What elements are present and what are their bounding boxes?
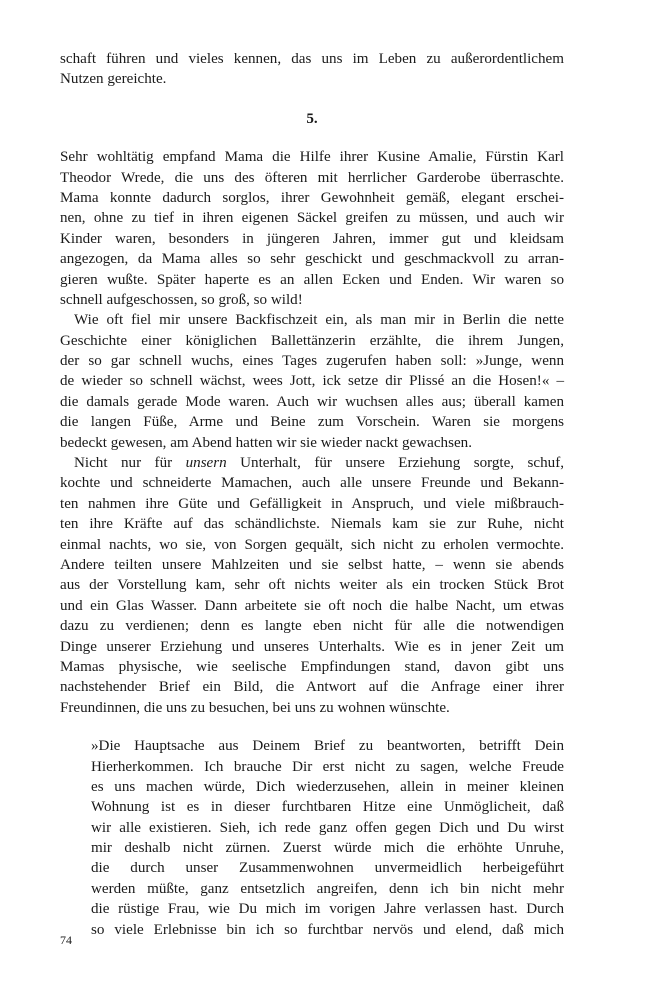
book-page [60, 49, 564, 940]
text-line: gieren wußte. Später haperte es an allen Ecken und Enden. Wir waren so [60, 271, 564, 288]
text-line: einmal nachts, wo sie, von Sorgen gequält, sich nicht zu erholen vermochte. [60, 536, 564, 553]
text-line: und ein Glas Wasser. Dann arbeitete sie oft noch die halbe Nacht, um etwas [60, 597, 564, 614]
paragraph-3 [60, 453, 564, 718]
text-line: Mama konnte dadurch sorglos, ihrer Gewohnheit gemäß, elegant erschei- [60, 189, 564, 206]
text-line: nen, ohne zu tief in ihren eigenen Säckel greifen zu müssen, und auch wir [60, 210, 564, 227]
text-line: dazu zu verdienen; denn es langte eben nicht für alle die notwendigen [60, 618, 564, 635]
text-line: die rüstige Frau, wie Du mich im vorigen Jahre verlassen hast. Durch [91, 901, 564, 918]
text-line: aus der Vorstellung kam, sehr oft nichts weiter als ein trocken Stück Brot [60, 577, 564, 594]
text-line: Freundinnen, die uns zu besuchen, bei uns zu wohnen wünschte. [60, 699, 450, 716]
text-line: Andere teilten unsere Mahlzeiten und sie selbst hatte, – wenn sie abends [60, 556, 564, 573]
text-line: Dinge unserer Erziehung und unseres Unterhalts. Wie es in jener Zeit um [60, 638, 564, 655]
text-line: de wieder so schnell wächst, wees Jott, ick setze dir Plissé an die Hosen!« – [60, 373, 564, 390]
text-run: Unterhalt, für unsere Erziehung sorgte, schuf, [226, 455, 564, 472]
text-line: schnell aufgeschossen, so groß, so wild! [60, 291, 303, 308]
text-line: Kinder waren, besonders in jüngeren Jahren, immer gut und kleidsam [60, 230, 564, 247]
text-line: die damals gerade Mode waren. Auch wir wuchsen alles aus; überall kamen [60, 393, 564, 410]
text-line: es uns machen würde, Dich wiederzusehen, allein in meiner kleinen [91, 778, 564, 795]
section-heading: 5. [306, 110, 318, 127]
top-paragraph [60, 49, 564, 90]
text-line: Hierherkommen. Ich brauche Dir erst nicht zu sagen, welche Freude [91, 758, 564, 775]
text-line: wir alle existieren. Sieh, ich rede ganz offen gegen Dich und Du wirst [91, 819, 564, 836]
text-line: der so gar schnell wuchs, eines Tages zugerufen haben soll: »Junge, wenn [60, 353, 564, 370]
text-line: so viele Erlebnisse bin ich so furchtbar nervös und elend, daß mich [91, 921, 564, 938]
text-line: kochte und schneiderte Mamachen, auch alle unsere Freunde und Bekann- [60, 475, 564, 492]
text-line: nachstehender Brief ein Bild, die Antwort auf die Anfrage einer ihrer [60, 679, 564, 696]
page-number: 74 [60, 933, 72, 947]
letter-quote [60, 736, 564, 940]
text-line: Mamas physische, wie seelische Empfindungen stand, davon gibt uns [60, 658, 564, 675]
text-line: Theodor Wrede, die uns des öfteren mit herrlicher Garderobe überraschte. [60, 169, 564, 186]
text-line: Nutzen gereichte. [60, 71, 167, 88]
text-line: Sehr wohltätig empfand Mama die Hilfe ihrer Kusine Amalie, Fürstin Karl [60, 149, 564, 166]
paragraph-1 [60, 147, 564, 310]
italic-word: unsern [185, 455, 227, 472]
text-line: Wie oft fiel mir unsere Backfischzeit ein, als man mir in Berlin die nette [74, 312, 564, 329]
text-line: Geschichte einer königlichen Ballettänzerin erzählte, die ihrem Jungen, [60, 332, 564, 349]
text-line: angezogen, da Mama alles so sehr geschickt und geschmackvoll zu arran- [60, 251, 564, 268]
text-run: Nicht nur für [74, 455, 186, 472]
text-line: die durch unser Zusammenwohnen unvermeidlich herbeigeführt [91, 860, 564, 877]
text-line [60, 453, 564, 473]
text-line: schaft führen und vieles kennen, das uns im Leben zu außerordentlichem [60, 51, 564, 67]
text-line: bedeckt gewesen, am Abend hatten wir sie wieder nackt gewachsen. [60, 434, 472, 451]
text-line: die langen Füße, Arme und Beine zum Vorschein. Waren sie morgens [60, 414, 564, 431]
text-line: ten nahmen ihre Güte und Gefälligkeit in Anspruch, und viele mißbrauch- [60, 495, 564, 512]
text-line: »Die Hauptsache aus Deinem Brief zu beantworten, betrifft Dein [91, 738, 564, 755]
text-line: werden müßte, ganz entsetzlich angreifen, denn ich bin nicht mehr [91, 880, 564, 897]
text-line: Wohnung ist es in dieser furchtbaren Hitze eine Unmöglicheit, daß [91, 799, 564, 816]
paragraph-2 [60, 310, 564, 453]
text-line: ten ihre Kräfte auf das schändlichste. Niemals kam sie zur Ruhe, nicht [60, 516, 564, 533]
text-line: mir deshalb nicht zürnen. Zuerst würde mich die erhöhte Unruhe, [91, 840, 564, 857]
